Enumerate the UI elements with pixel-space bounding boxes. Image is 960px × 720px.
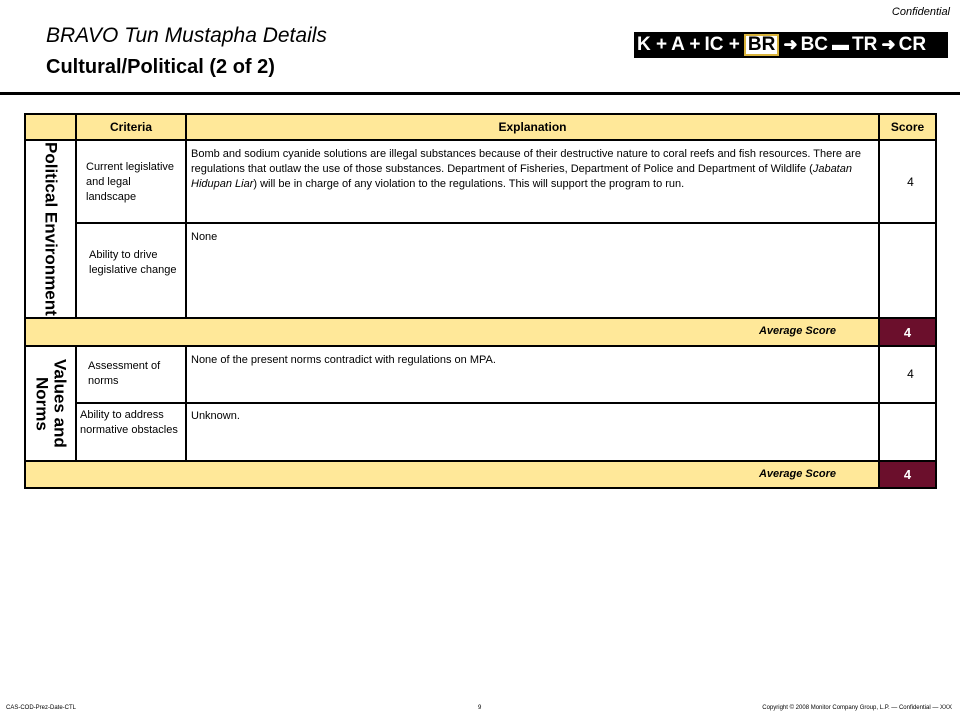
banner-a: A + bbox=[671, 34, 701, 55]
section-title-values: Values and Norms bbox=[32, 359, 70, 448]
score-value: 4 bbox=[907, 175, 914, 189]
arrow-right-icon: ➜ bbox=[881, 35, 896, 54]
criteria-text: Ability to drive legislative change bbox=[89, 249, 177, 276]
footer-copyright: Copyright © 2008 Monitor Company Group, L.P. — Confidential — XXX bbox=[762, 705, 952, 711]
column-header-score: Score bbox=[890, 120, 925, 134]
explanation-text: Bomb and sodium cyanide solutions are illegal substances because of their destructive nature to coral reefs and fish resources. There are regulations that outlaw the use of those substances. Department of Fisheries, Department of Police and Department of Wildlife (Jabatan Hidupan Liar) will be in charge of any violation to the regulations. This will support the program to run. bbox=[191, 148, 861, 190]
banner-cr: CR bbox=[898, 34, 927, 55]
arrow-right-icon: ➜ bbox=[783, 35, 798, 54]
average-score-label: Average Score bbox=[758, 325, 836, 337]
column-header-explanation: Explanation bbox=[498, 120, 567, 134]
explanation-text: None of the present norms contradict with regulations on MPA. bbox=[191, 354, 496, 366]
dash-icon: ▬ bbox=[832, 35, 850, 54]
footer-doc-code: CAS-COD-Prez-Date-CTL bbox=[6, 705, 77, 711]
criteria-text: Current legislative and legal landscape bbox=[86, 161, 175, 203]
average-score-label: Average Score bbox=[758, 468, 836, 480]
criteria-text: Assessment of norms bbox=[88, 360, 161, 387]
banner-bc: BC bbox=[800, 34, 829, 55]
criteria-text: Ability to address normative obstacles bbox=[80, 409, 178, 436]
average-score-value: 4 bbox=[879, 461, 936, 488]
page-subtitle: Cultural/Political (2 of 2) bbox=[46, 56, 275, 78]
banner-k: K + bbox=[637, 34, 668, 55]
average-score-value: 4 bbox=[879, 318, 936, 346]
footer-page-number: 9 bbox=[478, 705, 482, 711]
header-corner bbox=[25, 114, 76, 140]
score-value: 4 bbox=[907, 367, 914, 381]
section-title-political: Political Environment bbox=[41, 142, 61, 316]
column-header-criteria: Criteria bbox=[109, 120, 153, 134]
table-row bbox=[879, 223, 936, 318]
framework-banner bbox=[634, 32, 948, 58]
table-row bbox=[879, 403, 936, 461]
confidential-label: Confidential bbox=[891, 6, 950, 18]
banner-tr: TR bbox=[852, 34, 878, 55]
explanation-text: Unknown. bbox=[191, 410, 240, 422]
title-divider bbox=[0, 92, 960, 95]
banner-br-highlight: BR bbox=[744, 34, 779, 56]
explanation-text: None bbox=[191, 231, 218, 243]
page-title: BRAVO Tun Mustapha Details bbox=[46, 24, 327, 47]
banner-ic: IC + bbox=[704, 34, 740, 55]
